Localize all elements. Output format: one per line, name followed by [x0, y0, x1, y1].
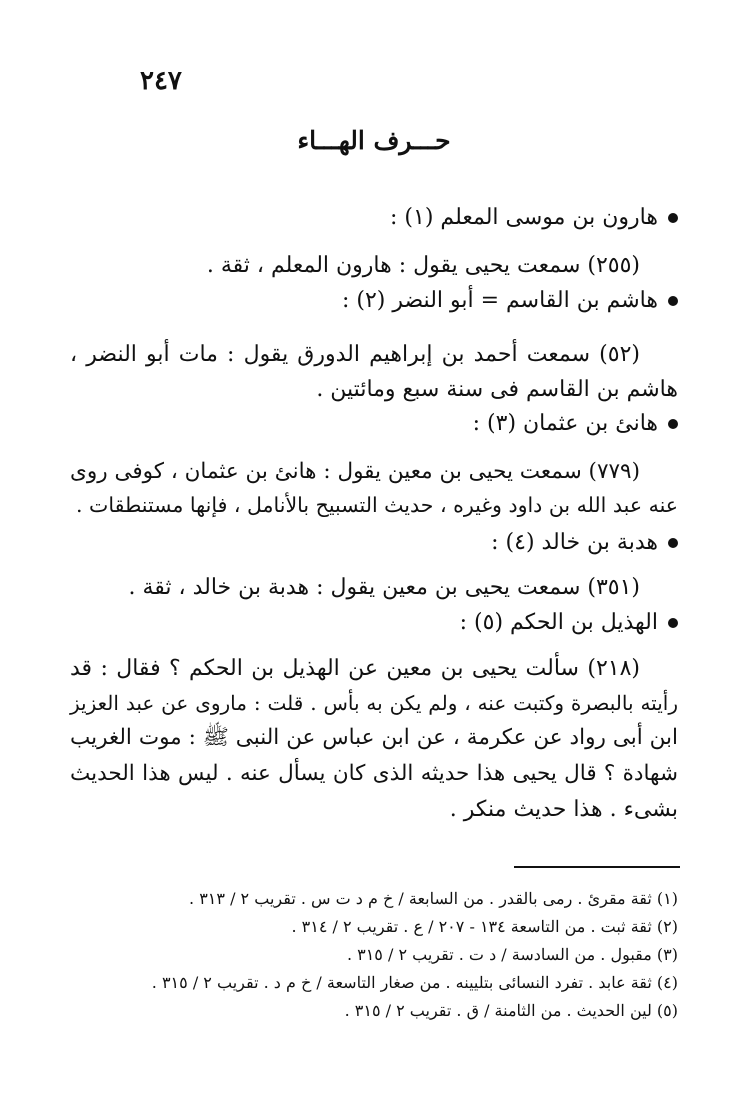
footnote: (٢) ثقة ثبت . من التاسعة ١٣٤ - ٢٠٧ / ع . تقريب ٢ / ٣١٤ . — [291, 917, 678, 936]
entry-heading — [342, 285, 678, 317]
bullet-icon — [668, 296, 678, 306]
footnote: (٤) ثقة عابد . تفرد النسائى بتليينه . من صغار التاسعة / خ م د . تقريب ٢ / ٣١٥ . — [151, 973, 678, 992]
entry-heading — [491, 527, 678, 559]
bullet-icon — [668, 419, 678, 429]
entry-heading-text: هانئ بن عثمان (٣) : — [472, 411, 658, 436]
bullet-icon — [668, 538, 678, 548]
narration-line: (٢١٨) سألت يحيى بن معين عن الهذيل بن الحكم ؟ فقال : قد — [70, 656, 640, 681]
chapter-title: حـــرف الهـــاء — [297, 126, 451, 155]
footnote: (٥) لين الحديث . من الثامنة / ق . تقريب ٢ / ٣١٥ . — [344, 1001, 678, 1020]
entry-heading — [473, 408, 678, 440]
narration-line: (٥٢) سمعت أحمد بن إبراهيم الدورق يقول : مات أبو النضر ، — [70, 342, 640, 367]
narration-line: (٢٥٥) سمعت يحيى يقول : هارون المعلم ، ثقة . — [206, 253, 640, 278]
narration-line: (٧٧٩) سمعت يحيى بن معين يقول : هانئ بن عثمان ، كوفى روى — [70, 459, 640, 484]
entry-heading — [390, 202, 678, 234]
entry-heading-text: الهذيل بن الحكم (٥) : — [459, 610, 658, 635]
entry-heading-text: هدبة بن خالد (٤) : — [491, 530, 658, 555]
narration-line: شهادة ؟ قال يحيى هذا حديثه الذى كان يسأل عنه . ليس هذا الحديث — [70, 761, 678, 786]
narration-line: (٣٥١) سمعت يحيى بن معين يقول : هدبة بن خالد ، ثقة . — [128, 575, 640, 600]
bullet-icon — [668, 618, 678, 628]
narration-line: ابن أبى رواد عن عكرمة ، عن ابن عباس عن النبى ﷺ : موت الغريب — [70, 725, 678, 750]
bullet-icon — [668, 213, 678, 223]
narration-line: رأيته بالبصرة وكتبت عنه ، ولم يكن به بأس . قلت : ماروى عن عبد العزيز — [70, 691, 678, 715]
entry-heading — [460, 607, 678, 639]
entry-heading-text: هاشم بن القاسم = أبو النضر (٢) : — [341, 288, 658, 313]
narration-line: هاشم بن القاسم فى سنة سبع ومائتين . — [316, 377, 678, 402]
footnote: (٣) مقبول . من السادسة / د ت . تقريب ٢ / ٣١٥ . — [346, 945, 678, 964]
footnote-divider — [514, 866, 680, 868]
entry-heading-text: هارون بن موسى المعلم (١) : — [390, 205, 658, 230]
page-number: ٢٤٧ — [140, 66, 182, 96]
footnote: (١) ثقة مقرئ . رمى بالقدر . من السابعة / خ م د ت س . تقريب ٢ / ٣١٣ . — [189, 889, 678, 908]
narration-line: بشىء . هذا حديث منكر . — [449, 797, 678, 822]
narration-line: عنه عبد الله بن داود وغيره ، حديث التسبيح بالأنامل ، فإنها مستنطقات . — [76, 493, 678, 517]
